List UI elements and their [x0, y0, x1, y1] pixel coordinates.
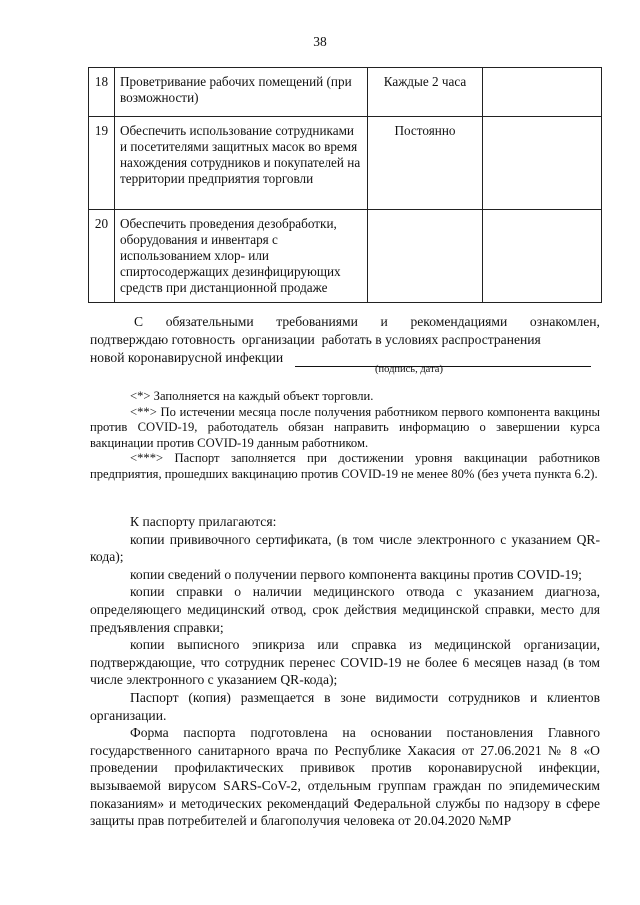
acknowledgement-text: новой коронавирусной инфекции — [90, 350, 284, 365]
legal-basis-text: Форма паспорта подготовлена на основании постановления Главного государственного санитарного врача по Республике Хакасия от 27.06.2021 № 8 «О проведении профилактических прививок против коронавирусной инфекции, вызываемой вирусом SARS-CoV-2, отдельным группам граждан по эпидемическим показаниям» и методических рекомендаций Федеральной службы по надзору в сфере защиты прав потребителей и благополучия человека от 20.04.2020 №МР — [90, 725, 600, 829]
measure-note — [483, 210, 602, 303]
measure-frequency — [368, 210, 483, 303]
attachment-item: копии прививочного сертификата, (в том числе электронного с указанием QR-кода); — [90, 531, 600, 565]
attachments-intro: К паспорту прилагаются: — [130, 514, 277, 529]
measure-frequency: Постоянно — [368, 117, 483, 210]
attachment-item: копии справки о наличии медицинского отвода с указанием диагноза, определяющего медицинский отвод, срок действия медицинской справки, место для предъявления справки; — [90, 584, 600, 635]
page-number: 38 — [313, 34, 327, 49]
table-row — [89, 68, 602, 117]
row-number: 18 — [89, 68, 115, 117]
table-row — [89, 117, 602, 210]
footnotes — [90, 389, 600, 482]
measure-description: Проветривание рабочих помещений (при возможности) — [115, 68, 368, 117]
passport-placement-text: Паспорт (копия) размещается в зоне видимости сотрудников и клиентов организации. — [90, 689, 600, 723]
ack-word: и — [380, 314, 388, 329]
row-number: 20 — [89, 210, 115, 303]
table-row — [89, 210, 602, 303]
attachments-section — [90, 513, 600, 830]
acknowledgement-block — [90, 313, 600, 367]
measure-frequency: Каждые 2 часа — [368, 68, 483, 117]
ack-word: рекомендациями — [410, 314, 508, 329]
attachment-item: копии сведений о получении первого компонента вакцины против COVID-19; — [130, 566, 582, 582]
acknowledgement-line-3 — [90, 349, 600, 367]
acknowledgement-line-2: подтверждаю готовность организации работать в условиях распространения — [90, 332, 541, 347]
measure-description: Обеспечить использование сотрудниками и посетителями защитных масок во время нахождения сотрудников и покупателей на территории предприятия торговли — [115, 117, 368, 210]
row-number: 19 — [89, 117, 115, 210]
ack-word: обязательными — [165, 314, 254, 329]
footnote: <**> По истечении месяца после получения работником первого компонента вакцины против COVID-19, работодатель обязан направить информацию о завершении курса вакцинации против COVID-19 данным работником. — [90, 404, 600, 450]
measure-description: Обеспечить проведения дезобработки, оборудования и инвентаря с использованием хлор- или спиртосодержащих дезинфицирующих средств при дистанционной продаже — [115, 210, 368, 303]
attachment-item: копии выписного эпикриза или справка из медицинской организации, подтверждающие, что сотрудник перенес COVID-19 не более 6 месяцев назад (в том числе электронного с указанием QR-кода); — [90, 637, 600, 688]
ack-word: С — [134, 314, 144, 329]
signature-field — [295, 352, 591, 367]
measure-note — [483, 117, 602, 210]
measure-note — [483, 68, 602, 117]
footnote: <*> Заполняется на каждый объект торговли. — [130, 389, 374, 403]
signature-caption: (подпись, дата) — [375, 364, 443, 375]
acknowledgement-line-1 — [90, 313, 600, 331]
measures-table — [88, 67, 602, 303]
ack-word: ознакомлен, — [529, 314, 600, 329]
ack-word: требованиями — [276, 314, 358, 329]
footnote: <***> Паспорт заполняется при достижении уровня вакцинации работников предприятия, прошедших вакцинацию против COVID-19 не менее 80% (без учета пункта 6.2). — [90, 451, 600, 481]
